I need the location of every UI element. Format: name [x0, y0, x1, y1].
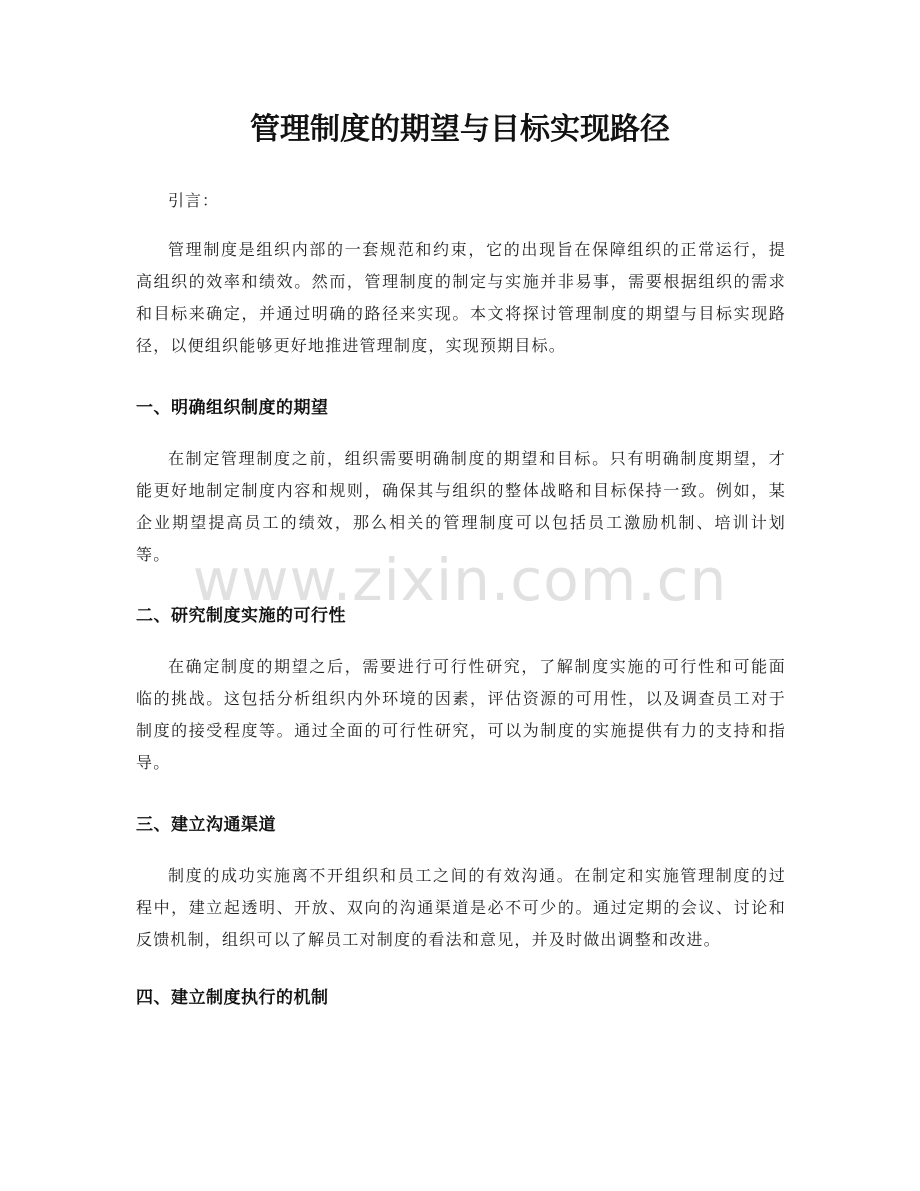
watermark: www.zixin.com.cn: [192, 546, 728, 614]
section-paragraph-1: 在制定管理制度之前，组织需要明确制度的期望和目标。只有明确制度期望，才能更好地制定制度内容和规则，确保其与组织的整体战略和目标保持一致。例如，某企业期望提高员工的绩效，那么相关的管理制度可以包括员工激励机制、培训计划等。: [136, 449, 786, 564]
page-title: 管理制度的期望与目标实现路径: [250, 112, 670, 147]
section-paragraph-3: 制度的成功实施离不开组织和员工之间的有效沟通。在制定和实施管理制度的过程中，建立起透明、开放、双向的沟通渠道是必不可少的。通过定期的会议、讨论和反馈机制，组织可以了解员工对制度的看法和意见，并及时做出调整和改进。: [136, 866, 786, 949]
section-heading-2: 二、研究制度实施的可行性: [136, 606, 346, 626]
intro-paragraph: 管理制度是组织内部的一套规范和约束，它的出现旨在保障组织的正常运行，提高组织的效率和绩效。然而，管理制度的制定与实施并非易事，需要根据组织的需求和目标来确定，并通过明确的路径来实现。本文将探讨管理制度的期望与目标实现路径，以便组织能够更好地推进管理制度，实现预期目标。: [136, 240, 786, 355]
section-heading-4: 四、建立制度执行的机制: [136, 988, 329, 1008]
section-heading-3: 三、建立沟通渠道: [136, 815, 276, 835]
section-paragraph-2: 在确定制度的期望之后，需要进行可行性研究，了解制度实施的可行性和可能面临的挑战。这包括分析组织内外环境的因素，评估资源的可用性，以及调查员工对于制度的接受程度等。通过全面的可行性研究，可以为制度的实施提供有力的支持和指导。: [136, 657, 786, 772]
intro-label: 引言：: [168, 191, 220, 210]
section-heading-1: 一、明确组织制度的期望: [136, 398, 329, 418]
